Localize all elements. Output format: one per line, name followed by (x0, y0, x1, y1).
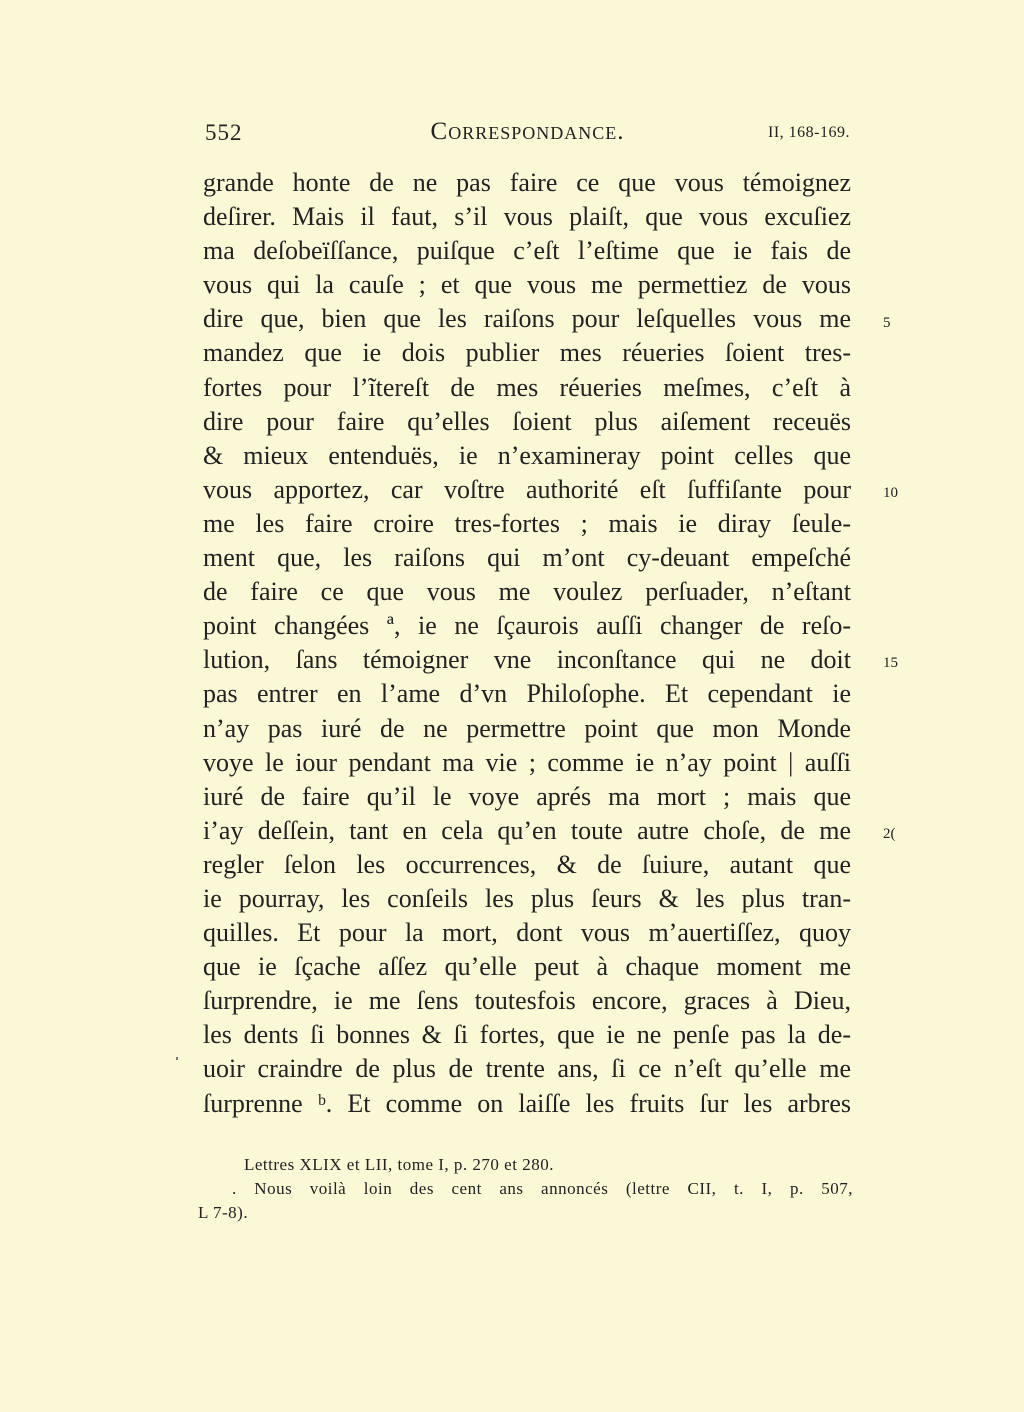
text-line: i’ay deſſein, tant en cela qu’en toute autre choſe, de me (203, 815, 851, 845)
text-line: pas entrer en l’ame d’vn Philoſophe. Et cependant ie (203, 679, 851, 709)
text-line: uoir craindre de plus de trente ans, ſi ce n’eſt qu’elle me (203, 1054, 851, 1084)
footnote-a: Lettres XLIX et LII, tome I, p. 270 et 280. (244, 1155, 554, 1174)
text-line: mandez que ie dois publier mes réueries ſoient tres- (203, 338, 851, 368)
text-line: point changées ª, ie ne ſçaurois auſſi changer de reſo- (203, 611, 851, 641)
text-line: ie pourray, les conſeils les plus ſeurs & les plus tran- (203, 883, 851, 913)
page-header (205, 118, 850, 152)
text-line: iuré de faire qu’il le voye aprés ma mort ; mais que (203, 781, 851, 811)
footnote-b-continuation: L 7-8). (198, 1203, 249, 1222)
line-number: 10 (883, 485, 898, 501)
page-number: 552 (205, 120, 243, 145)
text-line: & mieux entenduës, ie n’examineray point celles que (203, 440, 851, 470)
margin-speck (176, 1057, 178, 1060)
text-line: vous qui la cauſe ; et que vous me permettiez de vous (203, 270, 851, 300)
text-line: me les faire croire tres-fortes ; mais ie diray ſeule- (203, 508, 851, 538)
footnote-b: . Nous voilà loin des cent ans annoncés (lettre CII, t. I, p. 507, (232, 1179, 853, 1198)
text-line: vous apportez, car voſtre authorité eſt ſuffiſante pour (203, 474, 851, 504)
text-line: ſurprendre, ie me ſens toutesfois encore, graces à Dieu, (203, 986, 851, 1016)
text-line: lution, ſans témoigner vne inconſtance qui ne doit (203, 645, 851, 675)
body-text (203, 166, 851, 1121)
text-line: ſurprenne ᵇ. Et comme on laiſſe les fruits ſur les arbres (203, 1088, 851, 1118)
text-line: de faire ce que vous me voulez perſuader, n’eſtant (203, 577, 851, 607)
running-title: Correspondance. (430, 118, 625, 145)
footnotes (198, 1153, 853, 1225)
text-line: les dents ſi bonnes & ſi fortes, que ie ne penſe pas la de- (203, 1020, 851, 1050)
text-line: ma deſobeïſſance, puiſque c’eſt l’eſtime que ie fais de (203, 236, 851, 266)
text-line: dire que, bien que les raiſons pour leſquelles vous me (203, 304, 851, 334)
text-line: dire pour faire qu’elles ſoient plus aiſement receuës (203, 406, 851, 436)
text-line: que ie ſçache aſſez qu’elle peut à chaque moment me (203, 952, 851, 982)
line-number: 5 (883, 315, 891, 331)
page-reference: II, 168-169. (768, 124, 850, 141)
text-line: grande honte de ne pas faire ce que vous témoignez (203, 168, 851, 197)
line-number: 15 (883, 655, 898, 671)
text-line: fortes pour l’ĩtereſt de mes réueries meſmes, c’eſt à (203, 372, 851, 402)
text-line: deſirer. Mais il faut, s’il vous plaiſt, que vous excuſiez (203, 202, 851, 232)
text-line: n’ay pas iuré de ne permettre point que mon Monde (203, 713, 851, 743)
text-line: voye le iour pendant ma vie ; comme ie n’ay point | auſſi (203, 747, 851, 777)
text-line: quilles. Et pour la mort, dont vous m’auertiſſez, quoy (203, 918, 851, 948)
text-line: ment que, les raiſons qui m’ont cy-deuant empeſché (203, 543, 851, 573)
text-line: regler ſelon les occurrences, & de ſuiure, autant que (203, 849, 851, 879)
line-number: 2( (883, 826, 896, 842)
